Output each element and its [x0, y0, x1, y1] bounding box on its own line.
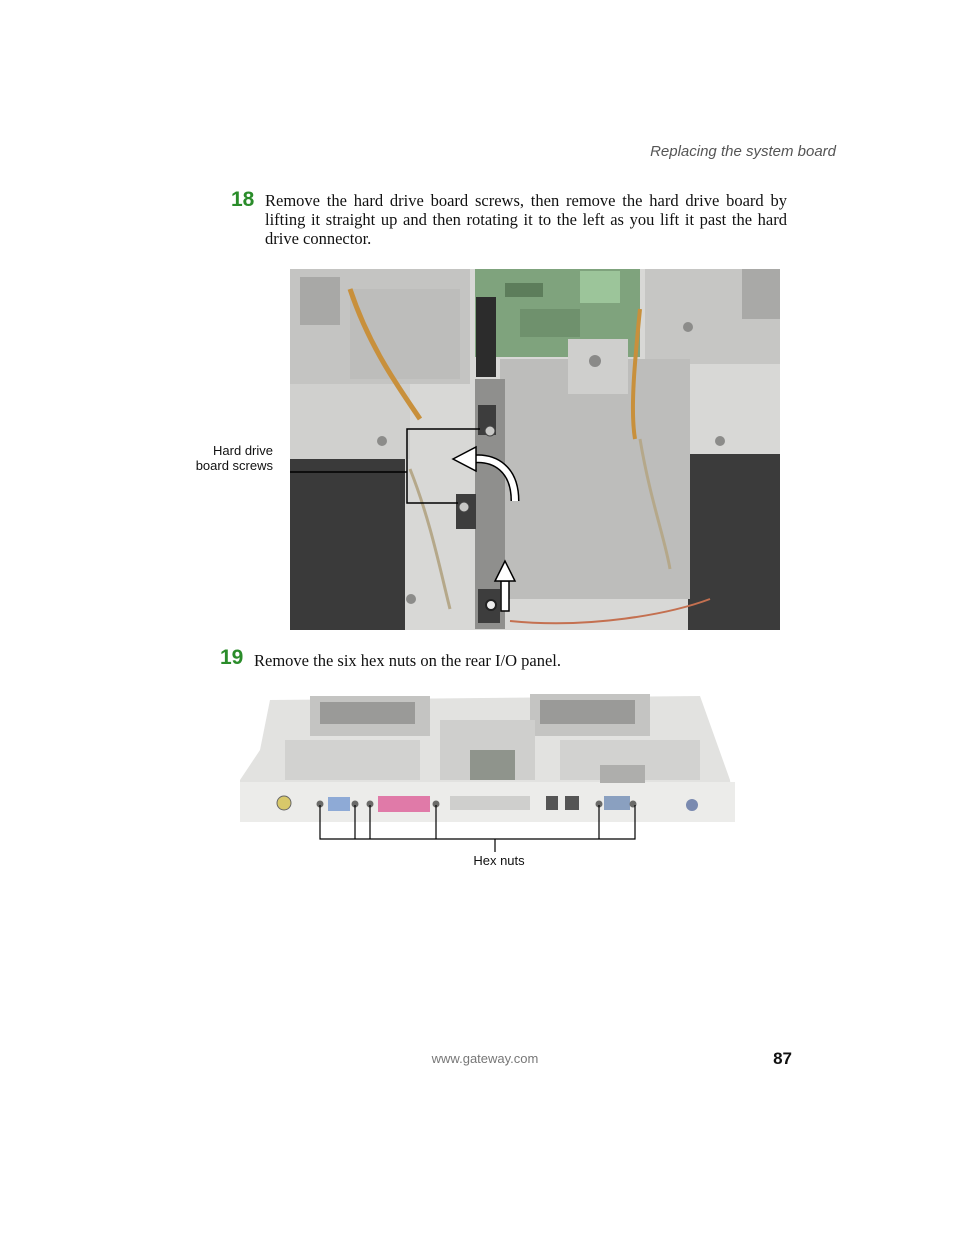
- step-text-19: Remove the six hex nuts on the rear I/O panel.: [254, 651, 561, 670]
- footer-url: www.gateway.com: [431, 1051, 539, 1066]
- hard-drive-board-photo: [290, 269, 780, 630]
- callout-hex-nuts: Hex nuts: [473, 853, 525, 868]
- step-text-18: Remove the hard drive board screws, then remove the hard drive board by lifting it straight up and then rotating it to the left as you lift it past the hard drive connector.: [265, 191, 787, 248]
- step-number-19: 19: [220, 646, 244, 669]
- hex-nuts-callout-lines: [300, 795, 660, 855]
- callout-line-1: Hard drive: [213, 443, 273, 458]
- running-header: Replacing the system board: [650, 143, 836, 160]
- callout-line-2: board screws: [195, 458, 273, 473]
- callout-hard-drive-board-screws: [175, 443, 273, 473]
- step-number-18: 18: [231, 188, 255, 211]
- page-number: 87: [773, 1049, 792, 1068]
